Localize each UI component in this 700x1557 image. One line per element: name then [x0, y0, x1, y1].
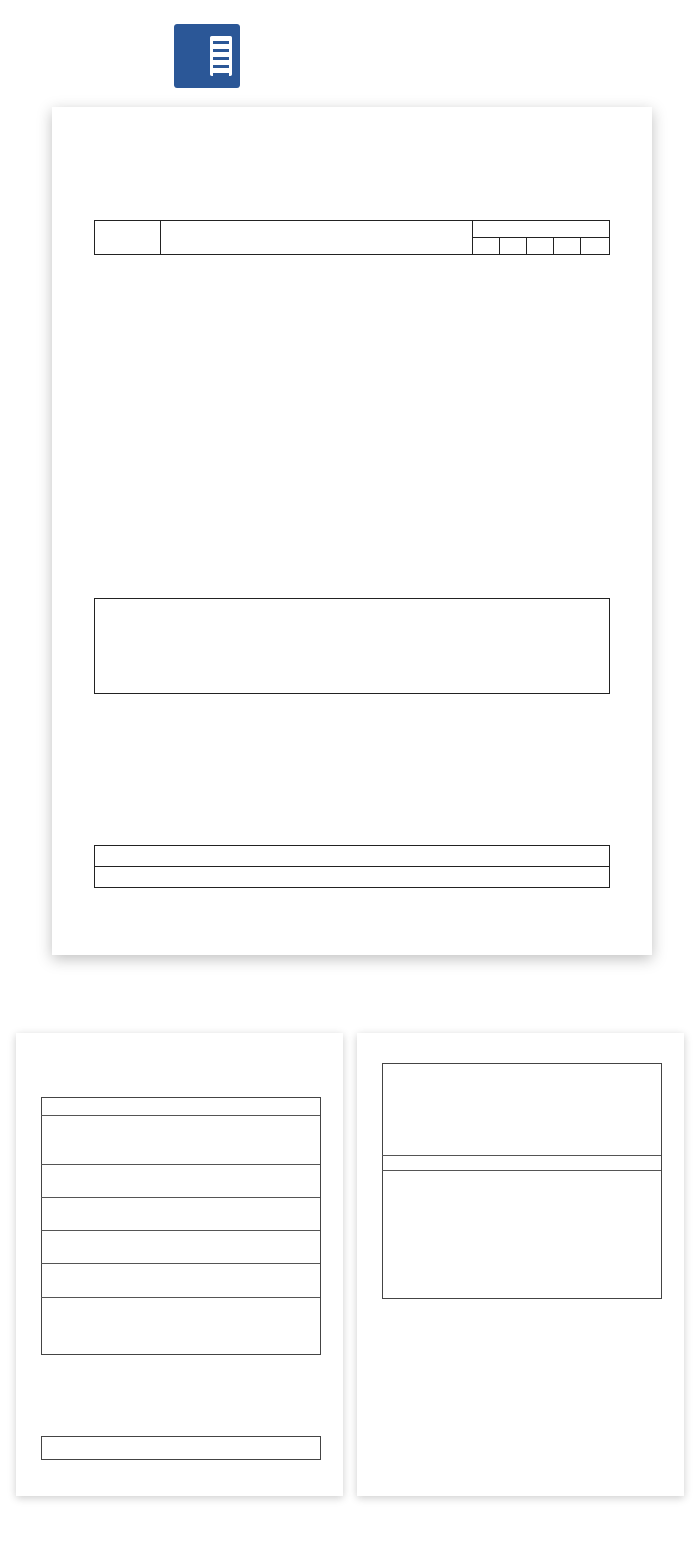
preview-comment-table — [382, 1063, 662, 1299]
preview-table — [41, 1097, 321, 1355]
header-point — [160, 221, 472, 255]
grade-header — [473, 238, 500, 255]
hr-evaluation-label — [95, 866, 609, 887]
evaluation-table — [94, 220, 610, 255]
preview-page-2 — [357, 1033, 684, 1496]
preview-page-1 — [16, 1033, 343, 1496]
hr-note — [95, 846, 609, 866]
grade-header — [580, 238, 609, 255]
summary-box — [94, 598, 610, 694]
grade-header — [500, 238, 527, 255]
page-header — [0, 0, 700, 100]
header-scale — [473, 221, 610, 238]
word-document-icon — [174, 24, 240, 88]
preview-hr-box — [41, 1436, 321, 1460]
header-factor — [95, 221, 161, 255]
hr-section — [94, 845, 610, 888]
grade-header — [554, 238, 581, 255]
grade-header — [527, 238, 554, 255]
document-page — [52, 107, 652, 955]
